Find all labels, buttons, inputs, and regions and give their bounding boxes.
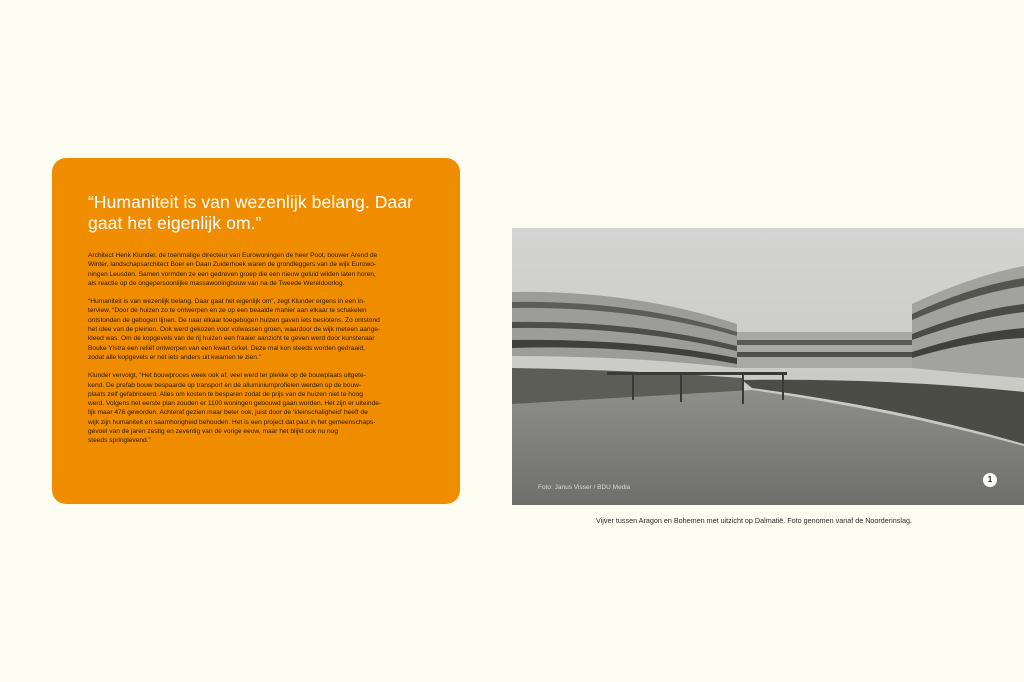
body-line: wijk zijn humaniteit en saamhorigheid behouden. Het is een project dat past in het gemeenschaps- — [88, 418, 376, 426]
photo-credit: Foto: Janus Visser / BDU Media — [538, 484, 631, 491]
body-line: werd. Volgens het eerste plan zouden er 1100 woningen gebouwd gaan worden. Het zijn er uiteinde- — [88, 400, 382, 408]
body-line: zodat alle kopgevels er nét iets anders uit kwamen te zien.” — [88, 353, 261, 361]
pull-quote: “Humaniteit is van wezenlijk belang. Daar gaat het eigenlijk om.” — [88, 192, 414, 233]
quote-card — [52, 158, 460, 504]
body-line: Klunder vervolgt, “Het bouwproces week ook af, veel werd ter plekke op de bouwplaats uitgete- — [88, 372, 366, 380]
body-line: Architect Henk Klunder, de toenmalige directeur van Eurowoningen de heer Poot, bouwer Arend de — [88, 252, 378, 259]
body-line: lijk maar 476 geworden. Achteraf gezien maar beter ook, juist door de ‘kleinschaligheid’ heeft de — [88, 409, 368, 417]
body-line: als reactie op de ongepersoonlijke massawoningbouw van na de Tweede Wereldoorlog. — [88, 279, 345, 287]
pond-housing-photo — [512, 228, 1024, 505]
body-paragraph — [88, 371, 424, 445]
photo-caption: Vijver tussen Aragon en Bohemen met uitzicht op Dalmatië. Foto genomen vanaf de Noorderinslag. — [596, 516, 912, 525]
photo — [512, 228, 1024, 505]
body-line: steeds springlevend.” — [88, 437, 151, 445]
body-line: Bouke Ylstra een reliëf ontworpen van een kwart cirkel. Deze mal kon steeds worden gedraaid, — [88, 344, 365, 352]
body-line: plaats zelf gefabriceerd. Alles om kosten te besparen zodat de prijs van de huizen niet te hoog — [88, 390, 363, 398]
body-line: Winter, landschapsarchitect Boer en Daan Zuiderhoek waren de grondleggers van de wijk Eurowo- — [88, 261, 377, 269]
body-line: “Humaniteit is van wezenlijk belang. Daar gaat het eigenlijk om”, zegt Klunder ergens in een in- — [88, 298, 366, 306]
body-line: ontstonden de gebogen lijnen. De naar elkaar toegebogen huizen gaven iets besiotens. Zo ontstond — [88, 316, 380, 324]
body-paragraph — [88, 251, 424, 288]
body-line: terview. “Door de huizen zo te ontwerpen en ze op een beaalde manier aan elkaar te schakelen — [88, 307, 367, 315]
body-line: gevoel van de jaren zestig en zeventig van de vorige eeuw, maar het blijkt ook nu nog — [88, 428, 338, 436]
body-line: het idee van de pleinen. Ook werd gekozen voor volwassen groen, waardoor de wijk meteen aange- — [88, 326, 381, 334]
photo-number-badge: 1 — [983, 473, 997, 487]
body-line: kleed was. Om de kopgevels van de rij huizen een fraaier aanzicht te geven werd door kunstenaar — [88, 335, 375, 343]
body-line: ningen Leusden. Samen vormden ze een gedreven groep die een nieuw geluid wilden laten horen, — [88, 270, 376, 278]
body-line: kend. De prefab bouw bespaarde op transport en de alluminiumprofielen werden op de bouw- — [88, 381, 362, 389]
body-paragraph — [88, 297, 424, 362]
article-body — [88, 251, 424, 446]
